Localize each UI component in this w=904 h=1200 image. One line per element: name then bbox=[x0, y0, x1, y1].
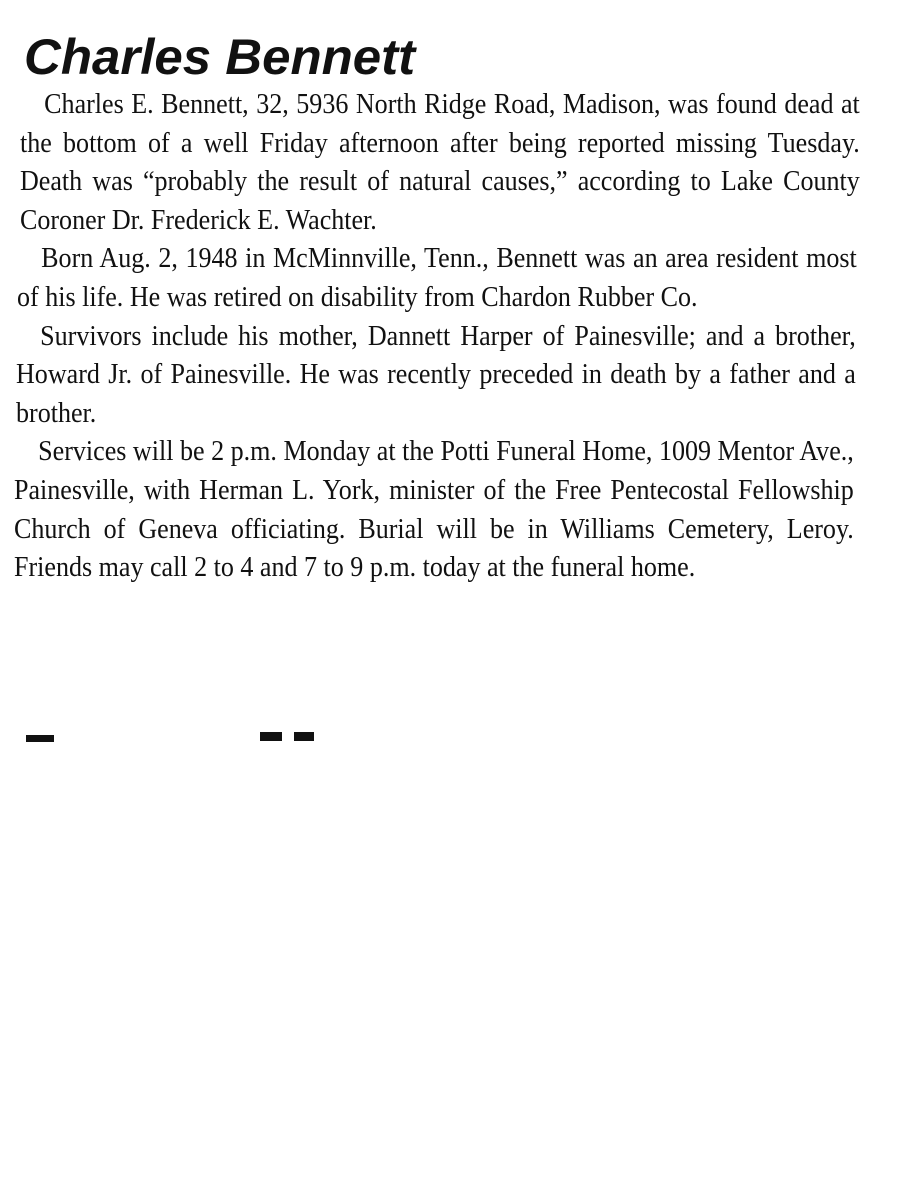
cut-off-glyph-1 bbox=[26, 735, 54, 742]
obituary-paragraph-3: Survivors include his mother, Dannett Harper of Painesville; and a brother, Howard Jr. of Painesville. He was recently preceded in death by a father and a brother. bbox=[16, 320, 856, 429]
cut-off-glyph-3 bbox=[294, 732, 314, 741]
cut-off-glyph-2 bbox=[260, 732, 282, 741]
obituary-headline: Charles Bennett bbox=[24, 29, 416, 85]
obituary-clipping bbox=[14, 28, 860, 588]
obituary-paragraph-4: Services will be 2 p.m. Monday at the Potti Funeral Home, 1009 Mentor Ave., Painesville, with Herman L. York, minister of the Free Pentecostal Fellowship Church of Geneva officiating. Burial will be in Williams Cemetery, Leroy. Friends may call 2 to 4 and 7 to 9 p.m. today at the funeral home. bbox=[14, 436, 854, 584]
cut-off-next-headline bbox=[22, 729, 342, 745]
obituary-paragraph-2: Born Aug. 2, 1948 in McMinnville, Tenn., Bennett was an area resident most of his life. He was retired on disability from Chardon Rubber Co. bbox=[17, 243, 857, 313]
obituary-paragraph-1: Charles E. Bennett, 32, 5936 North Ridge Road, Madison, was found dead at the bottom of a well Friday afternoon after being reported missing Tuesday. Death was “probably the result of natural causes,” according to Lake County Coroner Dr. Frederick E. Wachter. bbox=[20, 89, 860, 236]
